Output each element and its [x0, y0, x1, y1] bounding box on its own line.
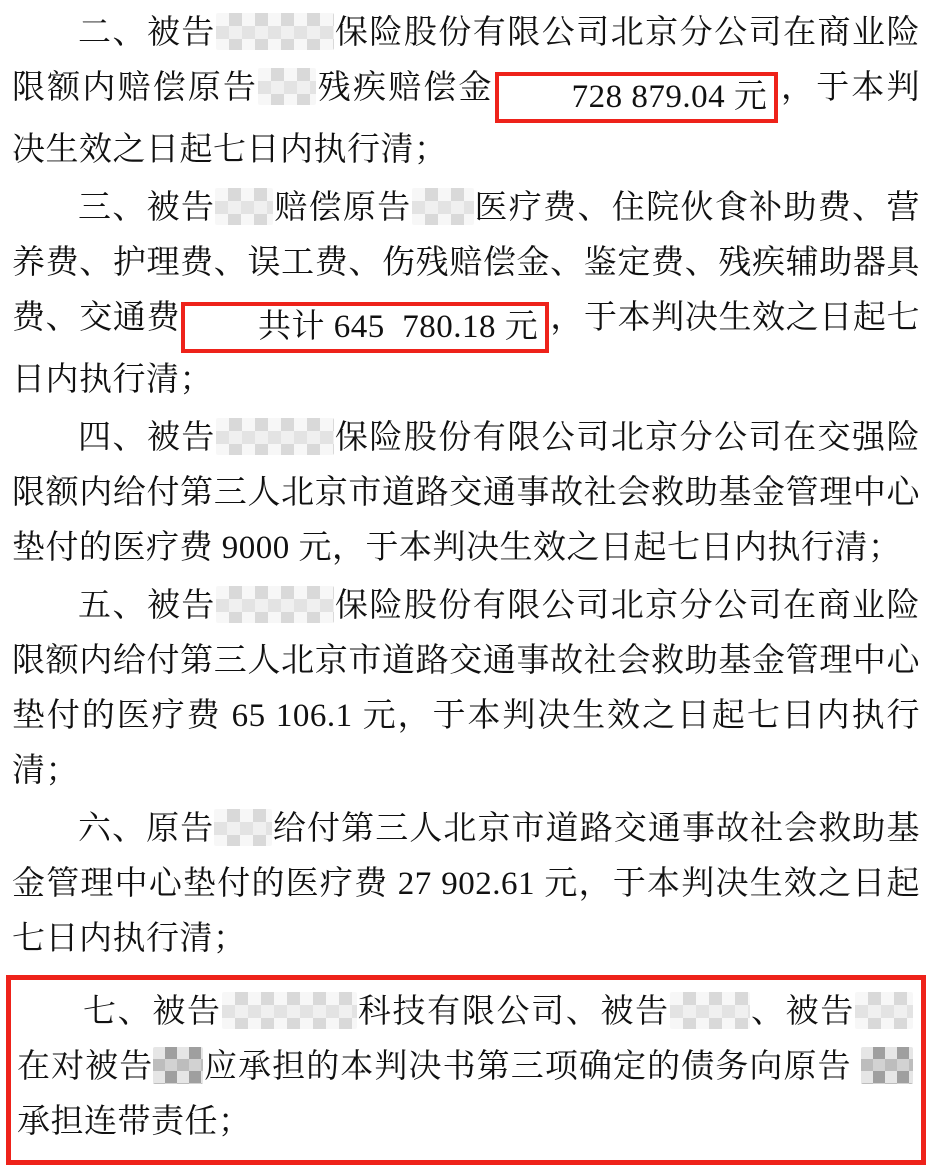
text-segment: 给付第三人北京市道路交通事故社会救助基金管理中心垫付的医疗费 27 902.61 元，于本判决生效之日起七日内执行清；: [12, 811, 921, 957]
redacted-name-block: [412, 188, 474, 225]
text-segment: 六、原告: [78, 811, 215, 847]
judgment-paragraph-item-seven-highlighted: [6, 975, 926, 1165]
redacted-name-block: [861, 1047, 913, 1084]
redacted-name-block: [855, 992, 913, 1029]
highlighted-amount-box: 共计 645 780.18 元: [181, 302, 549, 353]
redacted-name-block: [222, 992, 357, 1029]
text-segment: 二、被告: [78, 15, 216, 51]
redacted-name-block: [215, 188, 273, 225]
text-segment: 保险股份有限公司北京分公司在商业险限额内赔偿原告: [12, 15, 921, 106]
redacted-name-block: [258, 68, 316, 105]
text-segment: 在对被告: [17, 1049, 154, 1085]
judgment-paragraph-item-five: [12, 579, 920, 799]
judgment-paragraph-item-four: [12, 411, 920, 576]
text-segment: 四、被告: [78, 420, 216, 456]
judgment-paragraph-item-six: [12, 802, 920, 967]
text-segment: 七、被告: [83, 994, 222, 1030]
text-segment: ，于本判决生效之日起七日内执行清；: [12, 70, 921, 168]
text-segment: 三、被告: [78, 190, 216, 226]
text-segment: 科技有限公司、被告: [356, 994, 670, 1030]
text-segment: 保险股份有限公司北京分公司在交强险限额内给付第三人北京市道路交通事故社会救助基金管理中心垫付的医疗费 9000 元，于本判决生效之日起七日内执行清；: [12, 420, 921, 566]
text-segment: 承担连带责任；: [17, 1104, 252, 1140]
text-segment: 医疗费、住院伙食补助费、营养费、护理费、误工费、伤残赔偿金、鉴定费、残疾辅助器具费、交通费: [12, 190, 921, 336]
highlighted-amount-box: 728 879.04 元: [495, 72, 779, 123]
text-segment: 残疾赔偿金: [316, 70, 494, 106]
judgment-paragraph-item-three: [12, 181, 920, 408]
judgment-paragraph-list: [12, 6, 920, 1165]
redacted-name-block: [153, 1047, 203, 1084]
redacted-name-block: [216, 13, 334, 50]
text-segment: ，于本判决生效之日起七日内执行清；: [12, 300, 920, 398]
judgment-paragraph-item-two: [12, 6, 920, 178]
redacted-name-block: [670, 992, 750, 1029]
text-segment: 保险股份有限公司北京分公司在商业险限额内给付第三人北京市道路交通事故社会救助基金管理中心垫付的医疗费 65 106.1 元，于本判决生效之日起七日内执行清；: [12, 588, 921, 789]
text-segment: 、被告: [749, 994, 856, 1030]
text-segment: 五、被告: [78, 588, 216, 624]
redacted-name-block: [216, 418, 334, 455]
text-segment: 应承担的本判决书第三项确定的债务向原告: [203, 1049, 862, 1085]
text-segment: 赔偿原告: [273, 190, 412, 226]
redacted-name-block: [214, 809, 272, 846]
redacted-name-block: [216, 586, 334, 623]
